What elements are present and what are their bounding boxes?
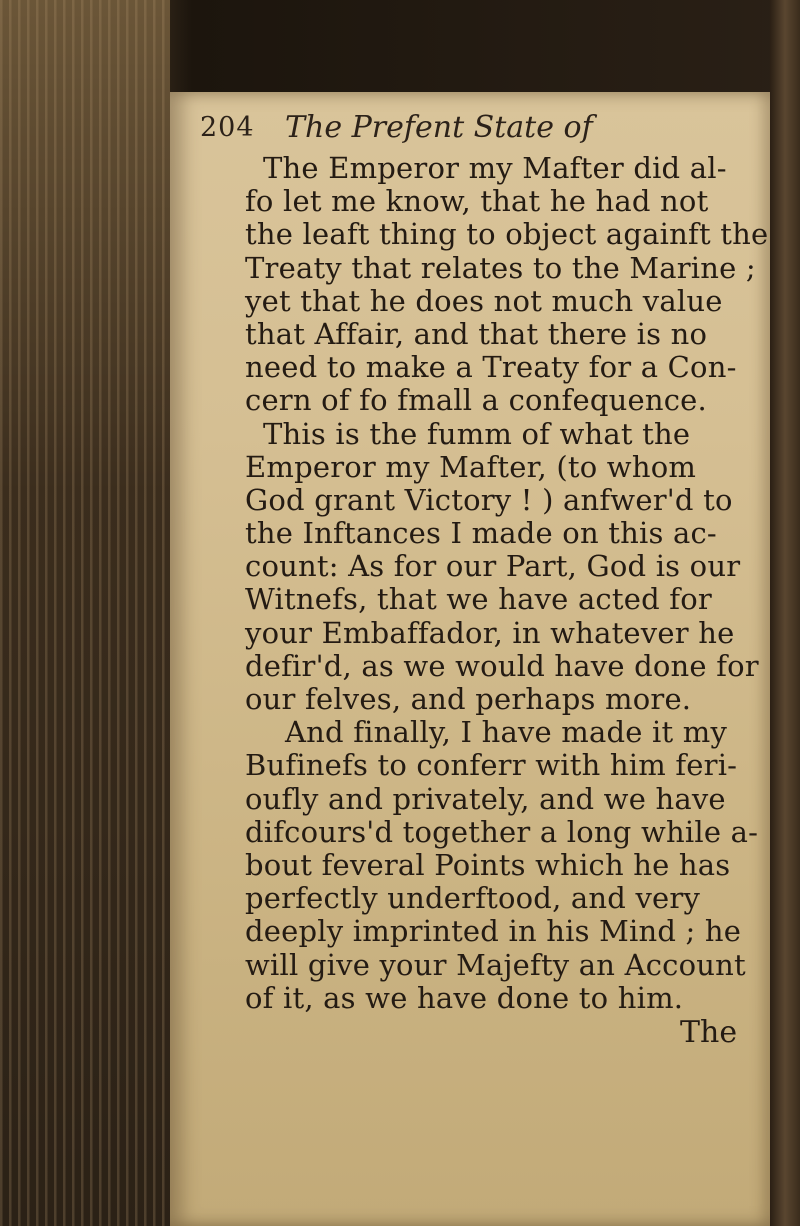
text-line: defir'd, as we would have done for — [245, 648, 759, 683]
text-line: that Affair, and that there is no — [245, 316, 708, 351]
text-line: Witnefs, that we have acted for — [245, 582, 712, 617]
text-line: God grant Victory ! ) anfwer'd to — [245, 482, 733, 517]
text-line: oufly and privately, and we have — [245, 781, 726, 816]
text-line: yet that he does not much value — [245, 283, 723, 318]
text-line: And finally, I have made it my — [285, 715, 728, 750]
running-title: The Prefent State of — [285, 110, 593, 145]
text-line: of it, as we have done to him. — [245, 980, 684, 1015]
catchword: The — [680, 1015, 738, 1050]
text-line: your Embaffador, in whatever he — [245, 615, 735, 650]
text-line: fo let me know, that he had not — [245, 184, 709, 219]
text-line: will give your Majefty an Account — [245, 947, 746, 982]
page-edges-left — [0, 0, 170, 1226]
text-line: the Inftances I made on this ac- — [245, 516, 717, 551]
text-line: difcours'd together a long while a- — [245, 814, 759, 849]
text-line: count: As for our Part, God is our — [245, 549, 741, 584]
text-line: perfectly underftood, and very — [245, 881, 701, 916]
page-number: 204 — [200, 112, 255, 143]
text-line: The Emperor my Mafter did al- — [263, 151, 727, 185]
text-line: our felves, and perhaps more. — [245, 682, 692, 716]
text-line: bout feveral Points which he has — [245, 847, 731, 882]
text-line: Treaty that relates to the Marine ; — [245, 250, 756, 285]
text-line: Emperor my Mafter, (to whom — [245, 449, 697, 484]
text-line: need to make a Treaty for a Con- — [245, 350, 737, 385]
text-line: Bufinefs to conferr with him feri- — [245, 748, 738, 783]
text-line: This is the fumm of what the — [263, 416, 691, 451]
body-text — [245, 151, 769, 1015]
text-line: deeply imprinted in his Mind ; he — [245, 914, 742, 949]
text-line: cern of fo fmall a confequence. — [245, 383, 707, 418]
page-edge-right — [770, 0, 800, 1226]
text-line: the leaft thing to object againft the — [245, 217, 769, 252]
page-header — [200, 108, 760, 152]
